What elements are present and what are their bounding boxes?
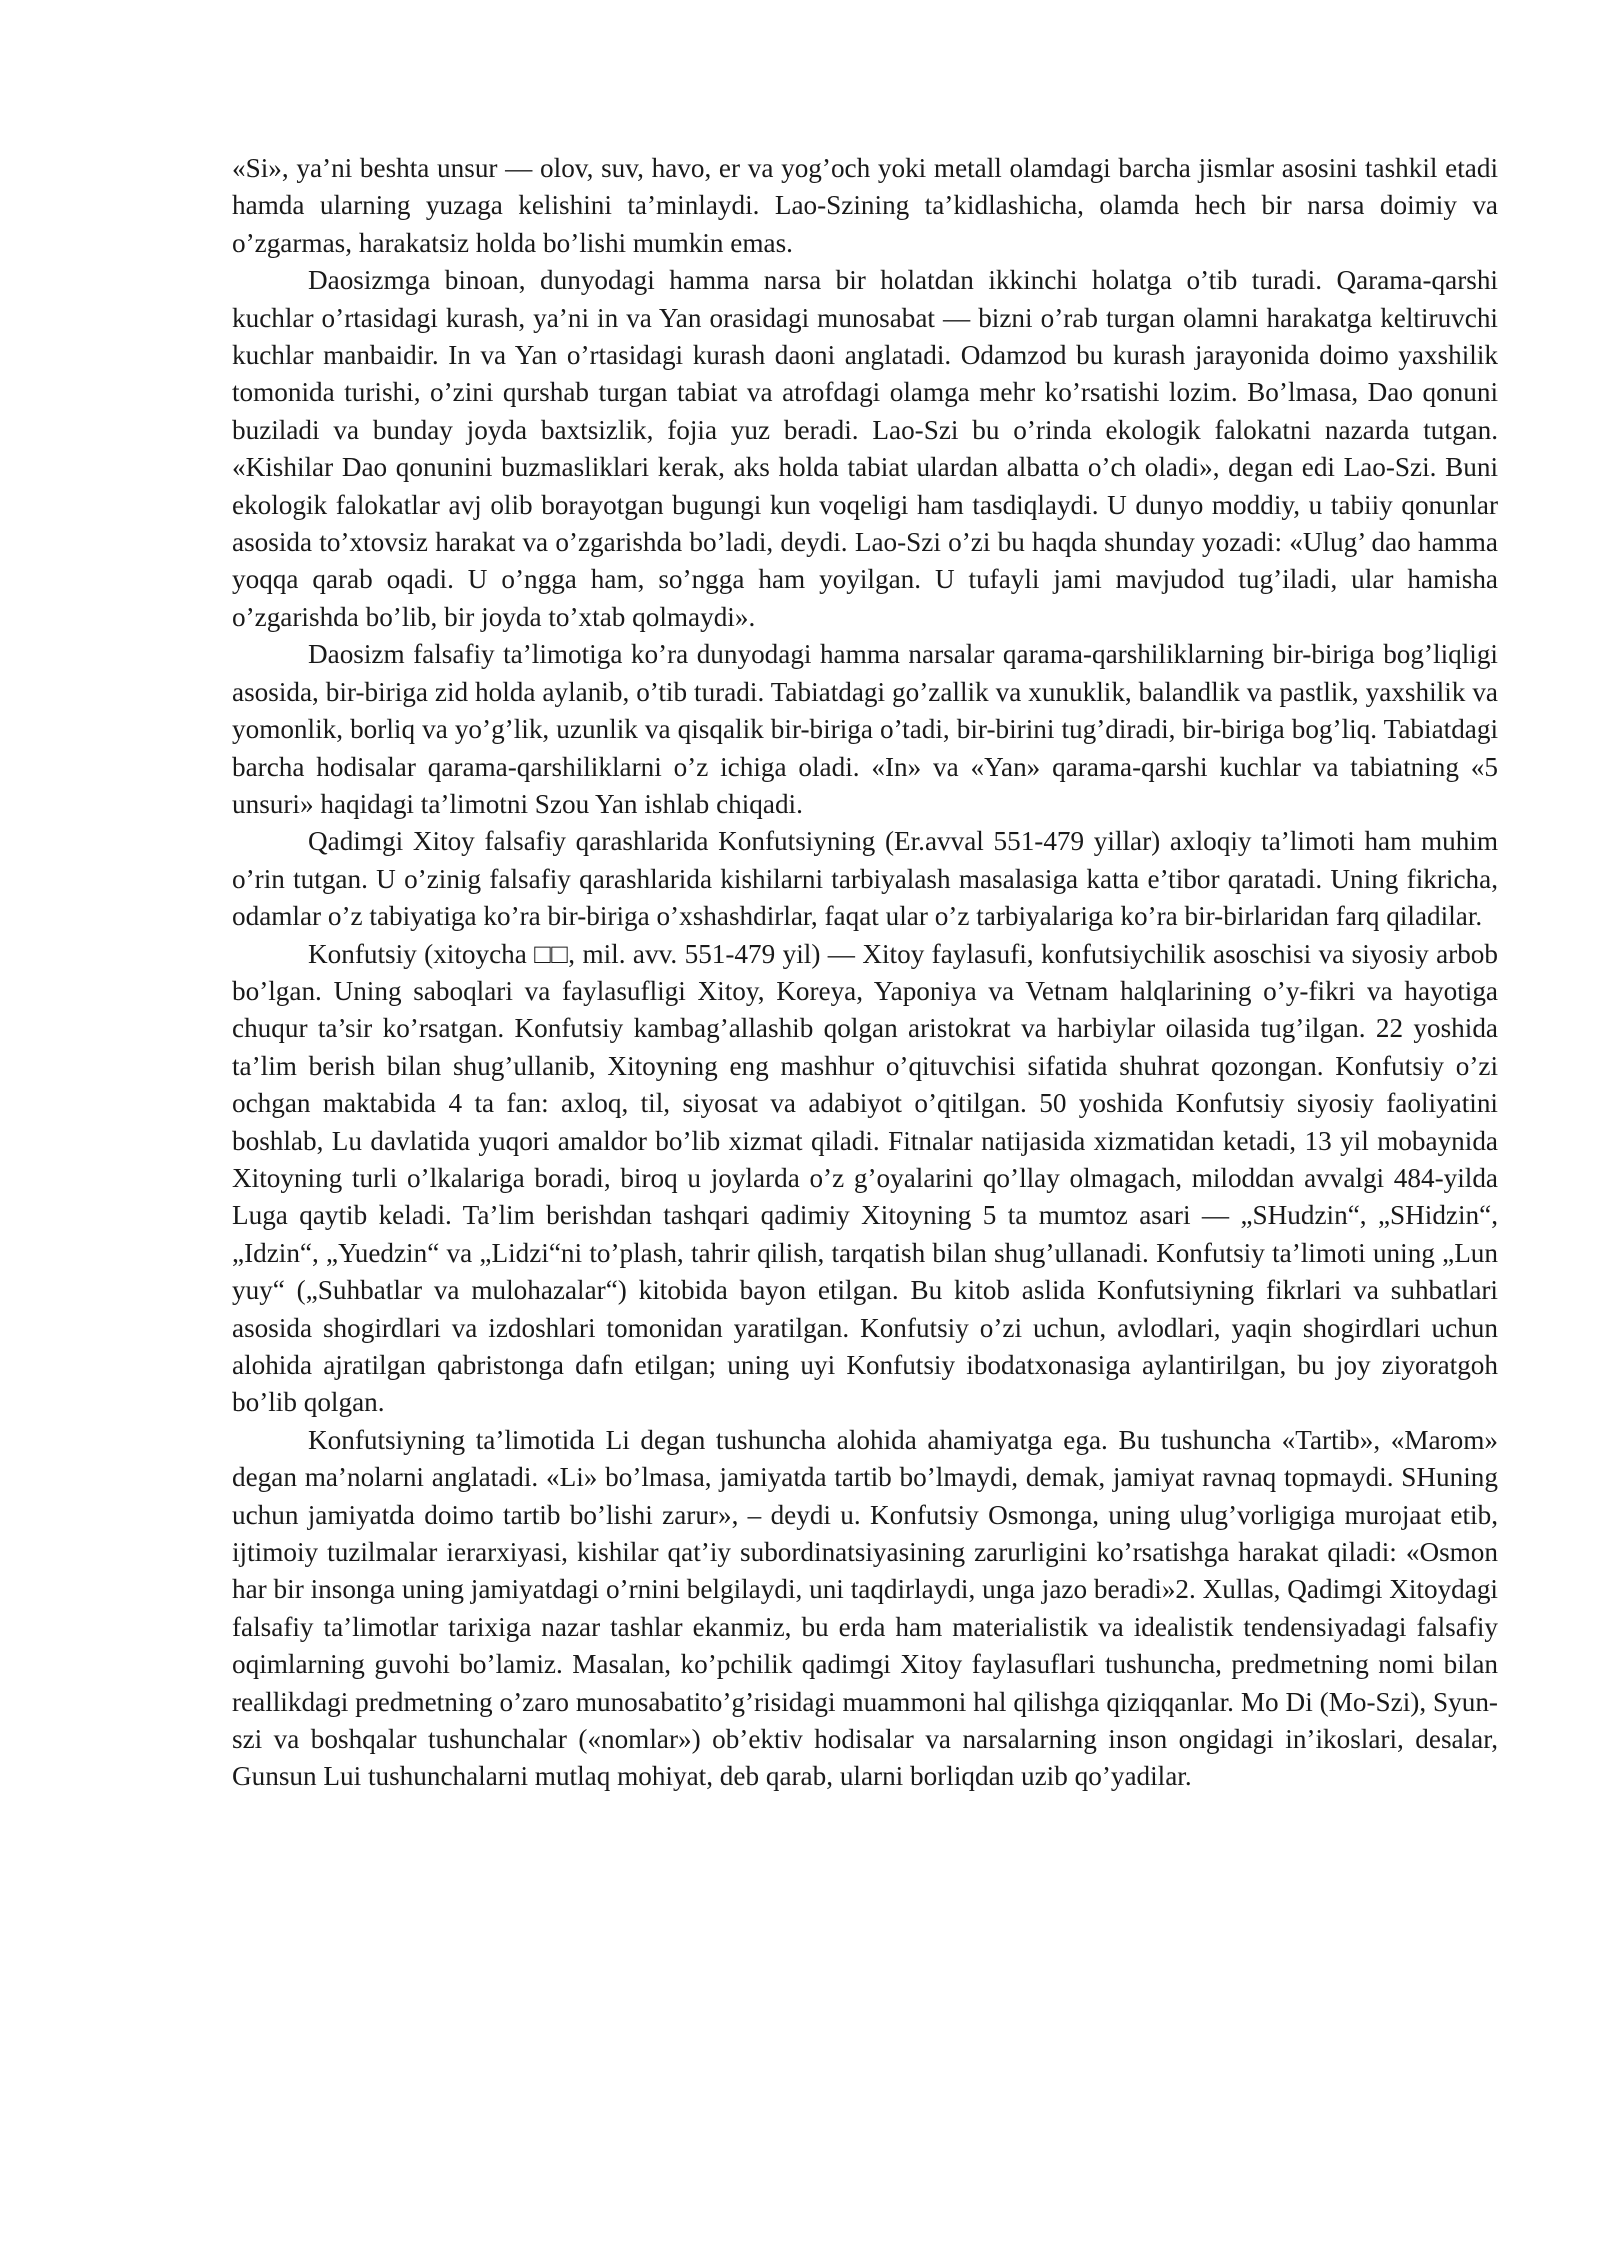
paragraph-daoism-opposites: Daosizm falsafiy ta’limotiga ko’ra dunyodagi hamma narsalar qarama-qarshiliklarning bir-biriga bog’liqligi asosida, bir-biriga zid holda aylanib, o’tib turadi. Tabiatdagi go’zallik va xunuklik, balandlik va pastlik, yaxshilik va yomonlik, borliq va yo’g’lik, uzunlik va qisqalik bir-biriga o’tadi, bir-birini tug’diradi, bir-biriga bog’liq. Tabiatdagi barcha hodisalar qarama-qarshiliklarni o’z ichiga oladi. «In» va «Yan» qarama-qarshi kuchlar va tabiatning «5 unsuri» haqidagi ta’limotni Szou Yan ishlab chiqadi. xyxy=(232,639,1498,819)
paragraph-confucius-ethics: Qadimgi Xitoy falsafiy qarashlarida Konfutsiyning (Er.avval 551-479 yillar) axloqiy ta’limoti ham muhim o’rin tutgan. U o’zinig falsafiy qarashlarida kishilarni tarbiyalash masalasiga katta e’tibor qaratadi. Uning fikricha, odamlar o’z tabiyatiga ko’ra bir-biriga o’xshashdirlar, faqat ular o’z tarbiyalariga ko’ra bir-birlaridan farq qiladilar. xyxy=(232,826,1498,932)
paragraph-li-concept: Konfutsiyning ta’limotida Li degan tushuncha alohida ahamiyatga ega. Bu tushuncha «Tartib», «Marom» degan ma’nolarni anglatadi. «Li» bo’lmasa, jamiyatda tartib bo’lmaydi, demak, jamiyat ravnaq topmaydi. SHuning uchun jamiyatda doimo tartib bo’lishi zarur», – deydi u. Konfutsiy Osmonga, uning ulug’vorligiga murojaat etib, ijtimoiy tuzilmalar ierarxiyasi, kishilar qat’iy subordinatsiyasining zarurligini ko’rsatishga harakat qiladi: «Osmon har bir insonga uning jamiyatdagi o’rnini belgilaydi, uni taqdirlaydi, unga jazo beradi»2. Xullas, Qadimgi Xitoydagi falsafiy ta’limotlar tarixiga nazar tashlar ekanmiz, bu erda ham materialistik va idealistik tendensiyadagi falsafiy oqimlarning guvohi bo’lamiz. Masalan, ko’pchilik qadimgi Xitoy faylasuflari tushuncha, predmetning nomi bilan reallikdagi predmetning o’zaro munosabatito’g’risidagi muammoni hal qilishga qiziqqanlar. Mo Di (Mo-Szi), Syun-szi va boshqalar tushunchalar («nomlar») ob’ektiv hodisalar va narsalarning inson ongidagi in’ikoslari, desalar, Gunsun Lui tushunchalarni mutlaq mohiyat, deb qarab, ularni borliqdan uzib qo’yadilar. xyxy=(232,1424,1498,1792)
paragraph-daoism-change: Daosizmga binoan, dunyodagi hamma narsa bir holatdan ikkinchi holatga o’tib turadi. Qarama-qarshi kuchlar o’rtasidagi kurash, ya’ni in va Yan orasidagi munosabat — bizni o’rab turgan olamni harakatga keltiruvchi kuchlar manbaidir. In va Yan o’rtasidagi kurash daoni anglatadi. Odamzod bu kurash jarayonida doimo yaxshilik tomonida turishi, o’zini qurshab turgan tabiat va atrofdagi olamga mehr ko’rsatishi lozim. Bo’lmasa, Dao qonuni buziladi va bunday joyda baxtsizlik, fojia yuz beradi. Lao-Szi bu o’rinda ekologik falokatni nazarda tutgan. «Kishilar Dao qonunini buzmasliklari kerak, aks holda tabiat ulardan albatta o’ch oladi», degan edi Lao-Szi. Buni ekologik falokatlar avj olib borayotgan bugungi kun voqeligi ham tasdiqlaydi. U dunyo moddiy, u tabiiy qonunlar asosida to’xtovsiz harakat va o’zgarishda bo’ladi, deydi. Lao-Szi o’zi bu haqda shunday yozadi: «Ulug’ dao hamma yoqqa qarab oqadi. U o’ngga ham, so’ngga ham yoyilgan. U tufayli jami mavjudod tug’iladi, ular hamisha o’zgarishda bo’lib, bir joyda to’xtab qolmaydi». xyxy=(232,265,1498,632)
paragraph-confucius-biography: Konfutsiy (xitoycha □□, mil. avv. 551-479 yil) — Xitoy faylasufi, konfutsiychilik asoschisi va siyosiy arbob bo’lgan. Uning saboqlari va faylasufligi Xitoy, Koreya, Yaponiya va Vetnam halqlarining o’y-fikri va hayotiga chuqur ta’sir ko’rsatgan. Konfutsiy kambag’allashib qolgan aristokrat va harbiylar oilasida tug’ilgan. 22 yoshida ta’lim berish bilan shug’ullanib, Xitoyning eng mashhur o’qituvchisi sifatida shuhrat qozongan. Konfutsiy o’zi ochgan maktabida 4 ta fan: axloq, til, siyosat va adabiyot o’qitilgan. 50 yoshida Konfutsiy siyosiy faoliyatini boshlab, Lu davlatida yuqori amaldor bo’lib xizmat qiladi. Fitnalar natijasida xizmatidan ketadi, 13 yil mobaynida Xitoyning turli o’lkalariga boradi, biroq u joylarda o’z g’oyalarini qo’llay olmagach, miloddan avvalgi 484-yilda Luga qaytib keladi. Ta’lim berishdan tashqari qadimiy Xitoyning 5 ta mumtoz asari — „SHudzin“, „SHidzin“, „Idzin“, „Yuedzin“ va „Lidzi“ni to’plash, tahrir qilish, tarqatish bilan shug’ullanadi. Konfutsiy ta’limoti uning „Lun yuy“ („Suhbatlar va mulohazalar“) kitobida bayon etilgan. Bu kitob aslida Konfutsiyning fikrlari va suhbatlari asosida shogirdlari va izdoshlari tomonidan yaratilgan. Konfutsiy o’zi uchun, avlodlari, yaqin shogirdlari uchun alohida ajratilgan qabristonga dafn etilgan; uning uyi Konfutsiy ibodatxonasiga aylantirilgan, bu joy ziyoratgoh bo’lib qolgan. xyxy=(232,938,1498,1418)
paragraph-wu-xing: «Si», ya’ni beshta unsur — olov, suv, havo, er va yog’och yoki metall olamdagi barcha jismlar asosini tashkil etadi hamda ularning yuzaga kelishini ta’minlaydi. Lao-Szining ta’kidlashicha, olamda hech bir narsa doimiy va o’zgarmas, harakatsiz holda bo’lishi mumkin emas. xyxy=(232,153,1498,258)
document-page xyxy=(232,150,1498,1796)
